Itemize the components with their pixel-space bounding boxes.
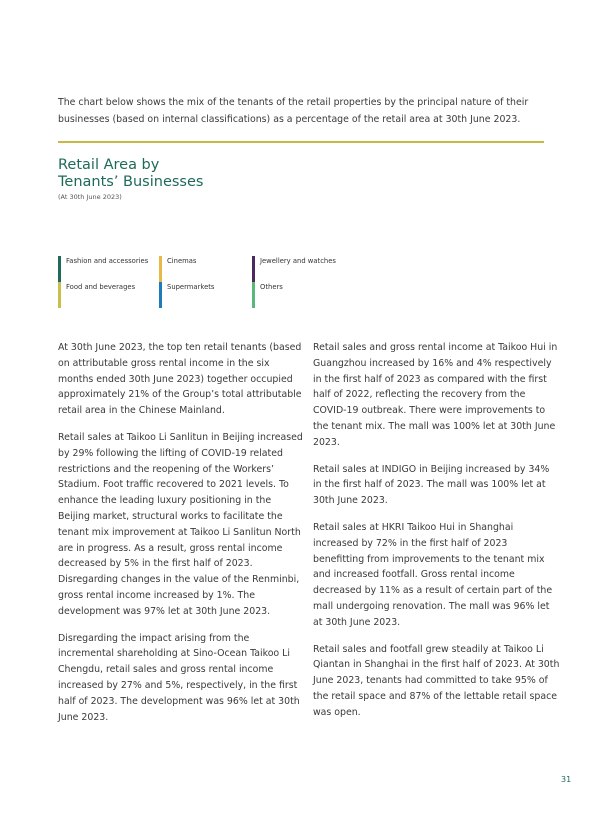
chart-title xyxy=(58,157,203,191)
legend-label: Others xyxy=(260,283,283,291)
chart-title-line2: Tenants’ Businesses xyxy=(58,174,204,190)
chart-subtitle: (At 30th June 2023) xyxy=(58,193,122,201)
legend-item xyxy=(252,256,336,282)
intro-text: The chart below shows the mix of the tenants of the retail properties by the principal nature of their businesses (based on internal classifications) as a percentage of the retail area at 30th June 2023. xyxy=(58,97,529,125)
body-paragraph: Retail sales at INDIGO in Beijing increased by 34% in the first half of 2023. The mall was 100% let at 30th June 2023. xyxy=(313,463,550,507)
chart-title-line1: Retail Area by xyxy=(58,157,160,173)
legend-item xyxy=(159,256,196,282)
legend-item xyxy=(252,282,283,308)
body-paragraph: Disregarding the impact arising from the incremental shareholding at Sino-Ocean Taikoo Li Chengdu, retail sales and gross rental income increased by 27% and 5%, respectively, in the first half of 2023. The development was 96% let at 30th June 2023. xyxy=(58,632,300,723)
legend-item xyxy=(159,282,214,308)
legend-swatch xyxy=(252,256,255,282)
page-number: 31 xyxy=(561,775,572,784)
legend-label: Food and beverages xyxy=(66,283,136,291)
body-paragraph: At 30th June 2023, the top ten retail tenants (based on attributable gross rental income in the six months ended 30th June 2023) together occupied approximately 21% of the Group’s total attributable retail area in the Chinese Mainland. xyxy=(58,342,302,417)
legend-label: Cinemas xyxy=(167,257,197,265)
body-paragraph: Retail sales at HKRI Taikoo Hui in Shanghai increased by 72% in the first half of 2023 benefitting from improvements to the tenant mix and increased footfall. Gross rental income decreased by 11% as a result of certain part of the mall undergoing renovation. The mall was 96% let at 30th June 2023. xyxy=(313,521,553,628)
legend-item xyxy=(58,256,148,282)
legend-label: Supermarkets xyxy=(167,283,215,291)
legend-label: Jewellery and watches xyxy=(260,257,336,265)
legend-swatch xyxy=(252,282,255,308)
body-paragraph: Retail sales at Taikoo Li Sanlitun in Beijing increased by 29% following the lifting of COVID-19 related restrictions and the reopening of the Workers’ Stadium. Foot traffic recovered to 2021 levels. To enhance the leading luxury positioning in the Beijing market, structural works to facilitate the tenant mix improvement at Taikoo Li Sanlitun North are in progress. As a result, gross rental income decreased by 5% in the first half of 2023. Disregarding changes in the value of the Renminbi, gross rental income increased by 1%. The development was 97% let at 30th June 2023. xyxy=(58,431,303,617)
legend-swatch xyxy=(58,282,61,308)
body-paragraph: Retail sales and gross rental income at Taikoo Hui in Guangzhou increased by 16% and 4% respectively in the first half of 2023 as compared with the first half of 2022, reflecting the recovery from the COVID-19 outbreak. There were improvements to the tenant mix. The mall was 100% let at 30th June 2023. xyxy=(313,342,558,448)
right-column xyxy=(313,340,560,732)
legend-swatch xyxy=(58,256,61,282)
legend-label: Fashion and accessories xyxy=(66,257,149,265)
legend-item xyxy=(58,282,135,308)
section-divider xyxy=(58,141,544,143)
legend-swatch xyxy=(159,256,162,282)
left-column xyxy=(58,340,305,736)
legend-swatch xyxy=(159,282,162,308)
body-paragraph: Retail sales and footfall grew steadily at Taikoo Li Qiantan in Shanghai in the first half of 2023. At 30th June 2023, tenants had committed to take 95% of the retail space and 87% of the lettable retail space was open. xyxy=(313,643,560,718)
